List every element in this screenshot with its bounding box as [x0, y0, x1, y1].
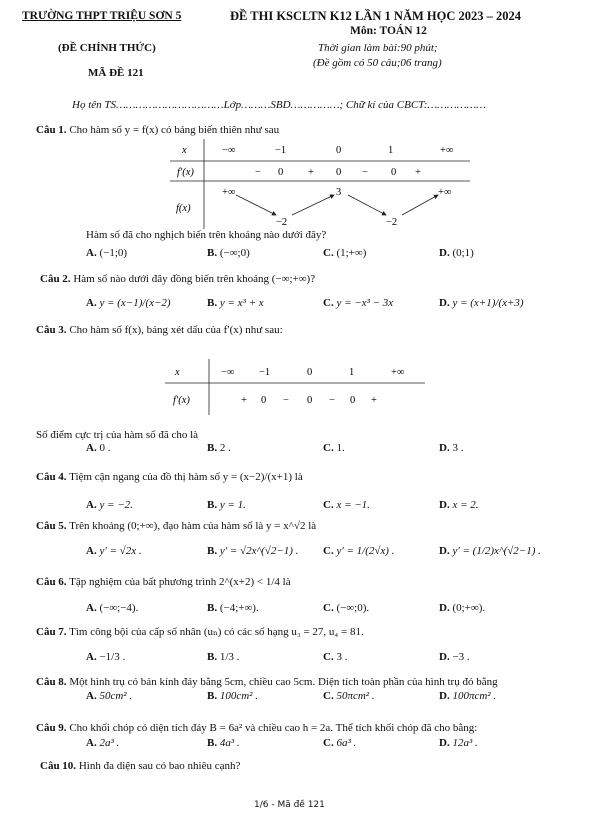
- option-d: D. 12a³ .: [439, 737, 478, 749]
- option-d: D. 3 .: [439, 442, 464, 454]
- option-c: C. 3 .: [323, 651, 348, 663]
- question-6: Câu 6. Tập nghiệm của bất phương trình 2^(x+2) < 1/4 là: [36, 576, 291, 588]
- table-label-fprime: f′(x): [177, 167, 194, 178]
- sign: +: [308, 167, 314, 178]
- x-value: −1: [275, 145, 287, 156]
- option-c: C. 1.: [323, 442, 345, 454]
- sign: 0: [336, 167, 342, 178]
- x-value: −∞: [222, 145, 236, 156]
- f-value: 3: [336, 187, 342, 198]
- option-b: B. y = x³ + x: [207, 297, 264, 309]
- option-a: A. (−1;0): [86, 247, 128, 259]
- x-value: 0: [307, 367, 313, 378]
- sign: 0: [391, 167, 397, 178]
- option-a: A. 50cm² .: [86, 690, 133, 702]
- x-value: +∞: [391, 367, 405, 378]
- sign: −: [255, 167, 261, 178]
- candidate-info-line: Họ tên TS……………………………Lớp………SBD……………; Chữ kí của CBCT:………………: [72, 99, 487, 111]
- table-label-x: x: [182, 145, 187, 156]
- exam-code: MÃ ĐỀ 121: [88, 67, 144, 79]
- question-3: Câu 3. Cho hàm số f(x), bảng xét dấu của f′(x) như sau:: [36, 324, 283, 336]
- sign: +: [415, 167, 421, 178]
- option-b: B. (−4;+∞).: [207, 602, 259, 614]
- option-b: B. 100cm² .: [207, 690, 258, 702]
- option-b: B. 4a³ .: [207, 737, 240, 749]
- sign: −: [283, 395, 289, 406]
- option-a: A. (−∞;−4).: [86, 602, 139, 614]
- question-10: Câu 10. Hình đa diện sau có bao nhiêu cạnh?: [40, 760, 241, 772]
- option-d: D. (0;+∞).: [439, 602, 486, 614]
- exam-title: ĐỀ THI KSCLTN K12 LẦN 1 NĂM HỌC 2023 – 2024: [230, 9, 522, 23]
- question-label: Câu 1.: [36, 124, 67, 136]
- school-name: TRƯỜNG THPT TRIỆU SƠN 5: [22, 10, 182, 22]
- option-c: C. y′ = 1/(2√x) .: [323, 545, 395, 557]
- variation-table-q1: [170, 139, 470, 231]
- sign-table-q3: [165, 359, 425, 415]
- option-b: B. (−∞;0): [207, 247, 250, 259]
- question-text: Cho hàm số y = f(x) có bảng biến thiên như sau: [69, 124, 280, 136]
- x-value: −1: [259, 367, 271, 378]
- x-value: −∞: [221, 367, 235, 378]
- option-a: A. 0 .: [86, 442, 111, 454]
- f-value: +∞: [222, 187, 236, 198]
- option-c: C. 6a³ .: [323, 737, 357, 749]
- question-1: [36, 124, 279, 136]
- page-footer: 1/6 - Mã đề 121: [254, 800, 325, 810]
- question-8: Câu 8. Một hình trụ có bán kính đáy bằng 5cm, chiều cao 5cm. Diện tích toàn phần của hình trụ đó bằng: [36, 676, 498, 688]
- sign: +: [371, 395, 377, 406]
- sign: −: [329, 395, 335, 406]
- option-d: D. y = (x+1)/(x+3): [439, 297, 524, 309]
- table-label-x: x: [175, 367, 180, 378]
- option-a: A. y = (x−1)/(x−2): [86, 297, 171, 309]
- option-c: C. (−∞;0).: [323, 602, 370, 614]
- x-value: 1: [388, 145, 394, 156]
- option-c: C. y = −x³ − 3x: [323, 297, 394, 309]
- table-label-f: f(x): [176, 203, 191, 214]
- f-value: −2: [386, 217, 398, 228]
- option-d: D. y′ = (1/2)x^(√2−1) .: [439, 545, 541, 557]
- sign: 0: [350, 395, 356, 406]
- question-1-prompt: Hàm số đã cho nghịch biến trên khoảng nào dưới đây?: [86, 229, 327, 241]
- sign: +: [241, 395, 247, 406]
- option-a: A. 2a³ .: [86, 737, 120, 749]
- question-7: Câu 7. Tìm công bội của cấp số nhân (uₙ) có các số hạng u₃ = 27, u₄ = 81.: [36, 626, 364, 638]
- subject: Môn: TOÁN 12: [350, 25, 427, 37]
- option-a: A. −1/3 .: [86, 651, 126, 663]
- option-d: D. (0;1): [439, 247, 474, 259]
- official-label: (ĐỀ CHÍNH THỨC): [58, 42, 156, 54]
- table-label-fprime: f′(x): [173, 395, 190, 406]
- option-a: A. y = −2.: [86, 499, 133, 511]
- x-value: +∞: [440, 145, 454, 156]
- f-value: +∞: [438, 187, 452, 198]
- question-4: Câu 4. Tiệm cận ngang của đồ thị hàm số y = (x−2)/(x+1) là: [36, 471, 303, 483]
- option-b: B. 1/3 .: [207, 651, 240, 663]
- question-5: Câu 5. Trên khoảng (0;+∞), đạo hàm của hàm số là y = x^√2 là: [36, 520, 317, 532]
- option-d: D. x = 2.: [439, 499, 479, 511]
- option-c: C. x = −1.: [323, 499, 370, 511]
- sign: 0: [261, 395, 267, 406]
- option-a: A. y′ = √2x .: [86, 545, 142, 557]
- option-c: C. (1;+∞): [323, 247, 367, 259]
- exam-pages: (Đề gồm có 50 câu;06 trang): [313, 57, 442, 69]
- f-value: −2: [276, 217, 288, 228]
- question-3-prompt: Số điểm cực trị của hàm số đã cho là: [36, 429, 199, 441]
- option-d: D. −3 .: [439, 651, 470, 663]
- question-9: Câu 9. Cho khối chóp có diện tích đáy B = 6a² và chiều cao h = 2a. Thể tích khối chóp đã cho bằng:: [36, 722, 478, 734]
- option-c: C. 50πcm² .: [323, 690, 375, 702]
- sign: 0: [278, 167, 284, 178]
- x-value: 0: [336, 145, 342, 156]
- option-b: B. y = 1.: [207, 499, 246, 511]
- sign: 0: [307, 395, 313, 406]
- option-b: B. 2 .: [207, 442, 231, 454]
- question-2: Câu 2. Hàm số nào dưới đây đồng biến trên khoảng (−∞;+∞)?: [40, 273, 316, 285]
- option-b: B. y′ = √2x^(√2−1) .: [207, 545, 299, 557]
- x-value: 1: [349, 367, 355, 378]
- option-d: D. 100πcm² .: [439, 690, 497, 702]
- sign: −: [362, 167, 368, 178]
- exam-time: Thời gian làm bài:90 phút;: [318, 42, 438, 54]
